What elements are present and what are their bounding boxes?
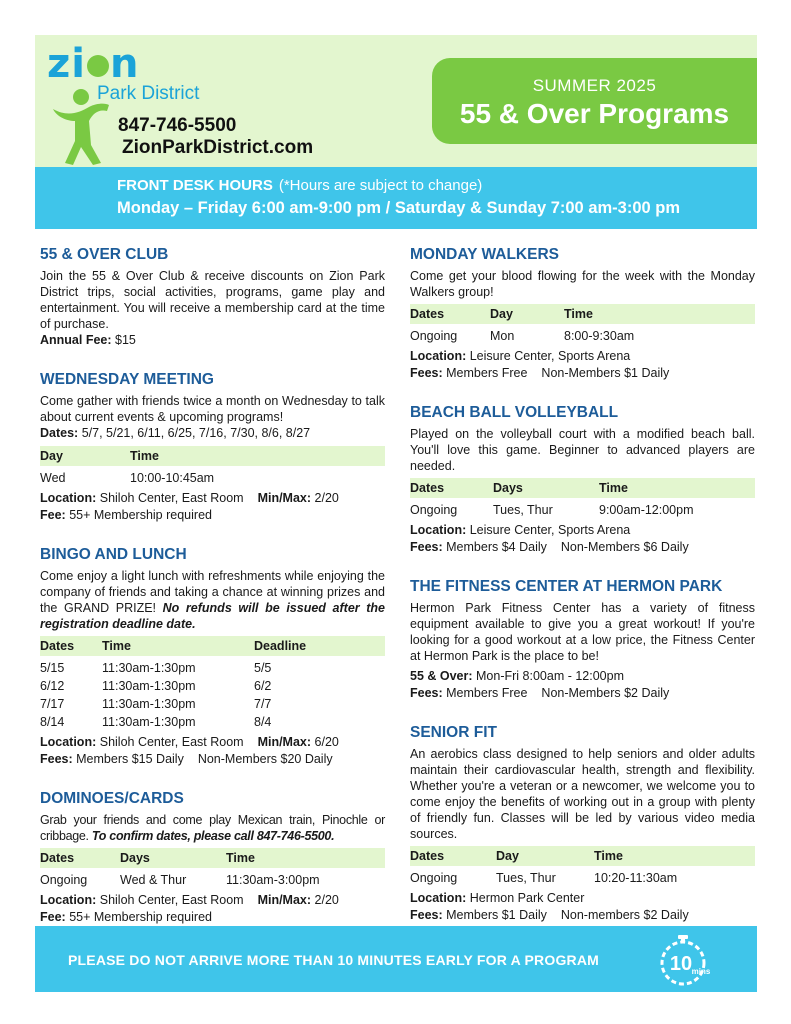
hours-note: (*Hours are subject to change) (278, 177, 483, 194)
refund-notice: No refunds will be issued after the registration deadline date. (40, 601, 385, 631)
fees-line: Fees: Members Free Non-Members $1 Daily (410, 366, 670, 380)
location-line: Location: Shiloh Center, East Room Min/Max: 2/20 (40, 893, 339, 907)
seniorfit-section (410, 724, 755, 924)
dates-line: Dates: 5/7, 5/21, 6/11, 6/25, 7/16, 7/30, 8/6, 8/27 (40, 426, 311, 440)
logo-wordmark: zi n (47, 41, 140, 87)
table-header: Day Time (40, 446, 385, 466)
schedule-table (40, 446, 385, 487)
confirm-notice: To confirm dates, please call 847-746-5500. (91, 829, 335, 843)
schedule-table (410, 846, 755, 887)
section-title: BINGO AND LUNCH (40, 546, 187, 563)
stopwatch-icon (653, 934, 715, 988)
section-body: Come gather with friends twice a month on Wednesday to talk about current events & upcoming programs! (40, 394, 385, 424)
section-title: MONDAY WALKERS (410, 246, 559, 263)
website-link[interactable]: ZionParkDistrict.com (122, 137, 314, 158)
volleyball-section (410, 404, 755, 556)
schedule-table (40, 848, 385, 889)
dominoes-section (40, 790, 385, 926)
section-title: SENIOR FIT (410, 724, 497, 741)
fee-line: Fee: 55+ Membership required (40, 508, 212, 522)
timer-number: 10 (669, 953, 693, 975)
table-row: Wed 10:00-10:45am (40, 471, 215, 485)
fee-line: Fee: 55+ Membership required (40, 910, 212, 924)
phone-number: 847-746-5500 (118, 115, 237, 136)
season-label: SUMMER 2025 (532, 76, 657, 95)
location-line: Location: Shiloh Center, East Room Min/Max: 6/20 (40, 735, 339, 749)
table-header: Dates Days Time (410, 478, 755, 498)
section-title: WEDNESDAY MEETING (40, 371, 214, 388)
table-header: Dates Days Time (40, 848, 385, 868)
right-column (410, 246, 755, 938)
person-figure-icon (45, 87, 115, 167)
fee-line: Annual Fee: $15 (40, 333, 136, 347)
location-line: Location: Leisure Center, Sports Arena (410, 349, 631, 363)
walkers-section (410, 246, 755, 382)
location-line: Location: Leisure Center, Sports Arena (410, 523, 631, 537)
section-body: Grab your friends and come play Mexican train, Pinochle or cribbage. To confirm dates, please call 847-746-5500. (40, 813, 385, 843)
section-body: An aerobics class designed to help seniors and older adults maintain their cardiovascular health, strength and flexibility. Whether you're a veteran or a newcomer, we welcome you to come enjoy the benefits of working out in a group with plenty of friendly fun. Classes will be led by various video media sources. (410, 747, 755, 841)
timer-unit: mins (691, 967, 711, 976)
hours-schedule: Monday – Friday 6:00 am-9:00 pm / Saturday & Sunday 7:00 am-3:00 pm (117, 199, 681, 217)
logo-dot-icon (87, 55, 109, 77)
program-title: 55 & Over Programs (459, 98, 730, 129)
section-title: BEACH BALL VOLLEYBALL (410, 404, 619, 421)
table-row: Ongoing Tues, Thur 9:00am-12:00pm (410, 503, 694, 517)
section-title: 55 & OVER CLUB (40, 246, 169, 263)
section-title: THE FITNESS CENTER AT HERMON PARK (410, 578, 723, 595)
section-title: DOMINOES/CARDS (40, 790, 184, 807)
schedule-table (410, 478, 755, 519)
fees-line: Fees: Members $1 Daily Non-members $2 Daily (410, 908, 689, 922)
table-header: Dates Day Time (410, 304, 755, 324)
hours-label: FRONT DESK HOURS (117, 177, 273, 194)
location-line: Location: Shiloh Center, East Room Min/Max: 2/20 (40, 491, 339, 505)
club-section (40, 246, 385, 349)
front-desk-hours (35, 167, 757, 229)
fees-line: Fees: Members Free Non-Members $2 Daily (410, 686, 670, 700)
fees-line: Fees: Members $15 Daily Non-Members $20 Daily (40, 752, 333, 766)
table-row: 7/17 11:30am-1:30pm 7/7 (40, 697, 272, 711)
fees-line: Fees: Members $4 Daily Non-Members $6 Daily (410, 540, 689, 554)
bingo-section (40, 546, 385, 768)
section-body: Played on the volleyball court with a modified beach ball. You'll love this game. Beginner to advanced players are needed. (410, 427, 755, 473)
wednesday-section (40, 371, 385, 524)
table-row: Ongoing Mon 8:00-9:30am (410, 329, 635, 343)
program-title-badge (432, 58, 757, 144)
logo-subtitle: Park District (97, 83, 200, 104)
table-row: 8/14 11:30am-1:30pm 8/4 (40, 715, 272, 729)
table-row: Ongoing Wed & Thur 11:30am-3:00pm (40, 873, 320, 887)
hours-line: 55 & Over: Mon-Fri 8:00am - 12:00pm (410, 669, 624, 683)
table-header: Dates Day Time (410, 846, 755, 866)
left-column (40, 246, 385, 940)
section-body: Join the 55 & Over Club & receive discounts on Zion Park District trips, social activities, programs, game play and entertainment. You will receive a membership card at the time of purchase. (40, 269, 385, 331)
table-row: Ongoing Tues, Thur 10:20-11:30am (410, 871, 678, 885)
fitness-section (410, 578, 755, 702)
table-row: 5/15 11:30am-1:30pm 5/5 (40, 661, 272, 675)
section-body: Come enjoy a light lunch with refreshments while enjoying the company of friends and taking a chance at winning prizes and the GRAND PRIZE! No refunds will be issued after the registration deadline date. (40, 569, 385, 631)
arrival-notice: PLEASE DO NOT ARRIVE MORE THAN 10 MINUTES EARLY FOR A PROGRAM (68, 952, 600, 968)
section-body: Hermon Park Fitness Center has a variety of fitness equipment available to give you a great workout! If you're looking for a good workout at a low price, the Fitness Center at Hermon Park is the place to be! (410, 601, 755, 663)
table-header: Dates Time Deadline (40, 636, 385, 656)
location-line: Location: Hermon Park Center (410, 891, 585, 905)
section-body: Come get your blood flowing for the week with the Monday Walkers group! (410, 269, 755, 299)
schedule-table (40, 636, 385, 731)
table-row: 6/12 11:30am-1:30pm 6/2 (40, 679, 272, 693)
schedule-table (410, 304, 755, 345)
footer-banner (35, 926, 757, 992)
